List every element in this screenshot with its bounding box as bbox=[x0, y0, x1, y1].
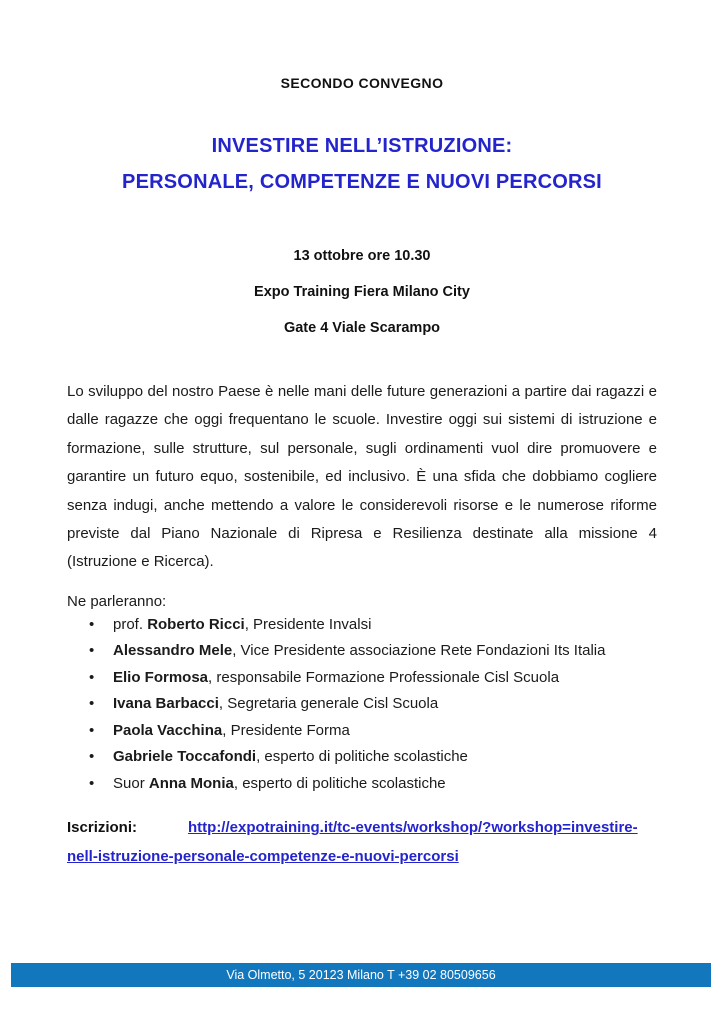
speaker-role: , Segretaria generale Cisl Scuola bbox=[218, 695, 439, 713]
event-meta bbox=[67, 238, 657, 346]
speaker-name: Paola Vacchina bbox=[113, 721, 223, 739]
speaker-role: , esperto di politiche scolastiche bbox=[233, 774, 446, 792]
footer-bar bbox=[11, 963, 711, 987]
speaker-name: Elio Formosa bbox=[113, 668, 209, 686]
conference-kicker: SECONDO CONVEGNO bbox=[280, 75, 444, 91]
speaker-name: Gabriele Toccafondi bbox=[113, 748, 257, 766]
event-title bbox=[67, 128, 657, 200]
bullet-icon: • bbox=[89, 615, 95, 633]
speaker-name: Ivana Barbacci bbox=[113, 695, 219, 713]
intro-paragraph: Lo sviluppo del nostro Paese è nelle mani delle future generazioni a partire dai ragazzi e dalle ragazze che oggi frequentano le scuole. Investire oggi sui sistemi di istruzione e formazione, sulle strutture, sul personale, sugli ordinamenti vuol dire promuovere e garantire un futuro equo, sostenibile, ed inclusivo. È una sfida che dobbiamo cogliere senza indugi, anche mettendo a valore le considerevoli risorse e le numerose riforme previste dal Piano Nazionale di Ripresa e Resilienza destinate alla missione 4 (Istruzione e Ricerca). bbox=[67, 383, 657, 571]
speaker-item bbox=[89, 638, 657, 665]
speakers-heading: Ne parleranno: bbox=[67, 592, 167, 610]
speaker-role: , responsabile Formazione Professionale Cisl Scuola bbox=[208, 668, 560, 686]
bullet-icon: • bbox=[89, 695, 95, 713]
event-date: 13 ottobre ore 10.30 bbox=[293, 248, 431, 264]
event-title-line1: INVESTIRE NELL’ISTRUZIONE: bbox=[211, 135, 513, 157]
bullet-icon: • bbox=[89, 721, 95, 739]
speakers-list bbox=[67, 612, 657, 798]
event-gate: Gate 4 Viale Scarampo bbox=[283, 320, 441, 336]
registration-line bbox=[67, 814, 657, 871]
speaker-prefix: prof. bbox=[113, 615, 148, 633]
speaker-item bbox=[89, 691, 657, 718]
footer-contact: Via Olmetto, 5 20123 Milano T +39 02 80509656 bbox=[226, 968, 496, 982]
speaker-name: Alessandro Mele bbox=[113, 642, 233, 660]
speaker-role: , Vice Presidente associazione Rete Fondazioni Its Italia bbox=[232, 642, 606, 660]
speaker-item bbox=[89, 718, 657, 745]
registration-link[interactable]: http://expotraining.it/tc-events/workshop/?workshop=investire-nell-istruzione-personale-competenze-e-nuovi-percorsi bbox=[67, 819, 638, 865]
bullet-icon: • bbox=[89, 748, 95, 766]
speaker-name: Roberto Ricci bbox=[147, 615, 245, 633]
speaker-item bbox=[89, 771, 657, 798]
event-venue: Expo Training Fiera Milano City bbox=[254, 284, 470, 300]
speaker-item bbox=[89, 612, 657, 639]
page-content bbox=[0, 74, 724, 871]
bullet-icon: • bbox=[89, 774, 95, 792]
registration-label: Iscrizioni: bbox=[67, 819, 138, 837]
event-title-line2: PERSONALE, COMPETENZE E NUOVI PERCORSI bbox=[122, 171, 602, 193]
speaker-name: Anna Monia bbox=[148, 774, 234, 792]
speaker-item bbox=[89, 665, 657, 692]
bullet-icon: • bbox=[89, 668, 95, 686]
speaker-role: , Presidente Invalsi bbox=[244, 615, 372, 633]
speaker-item bbox=[89, 744, 657, 771]
bullet-icon: • bbox=[89, 642, 95, 660]
speaker-role: , esperto di politiche scolastiche bbox=[256, 748, 468, 766]
speaker-prefix: Suor bbox=[113, 774, 149, 792]
speaker-role: , Presidente Forma bbox=[222, 721, 350, 739]
